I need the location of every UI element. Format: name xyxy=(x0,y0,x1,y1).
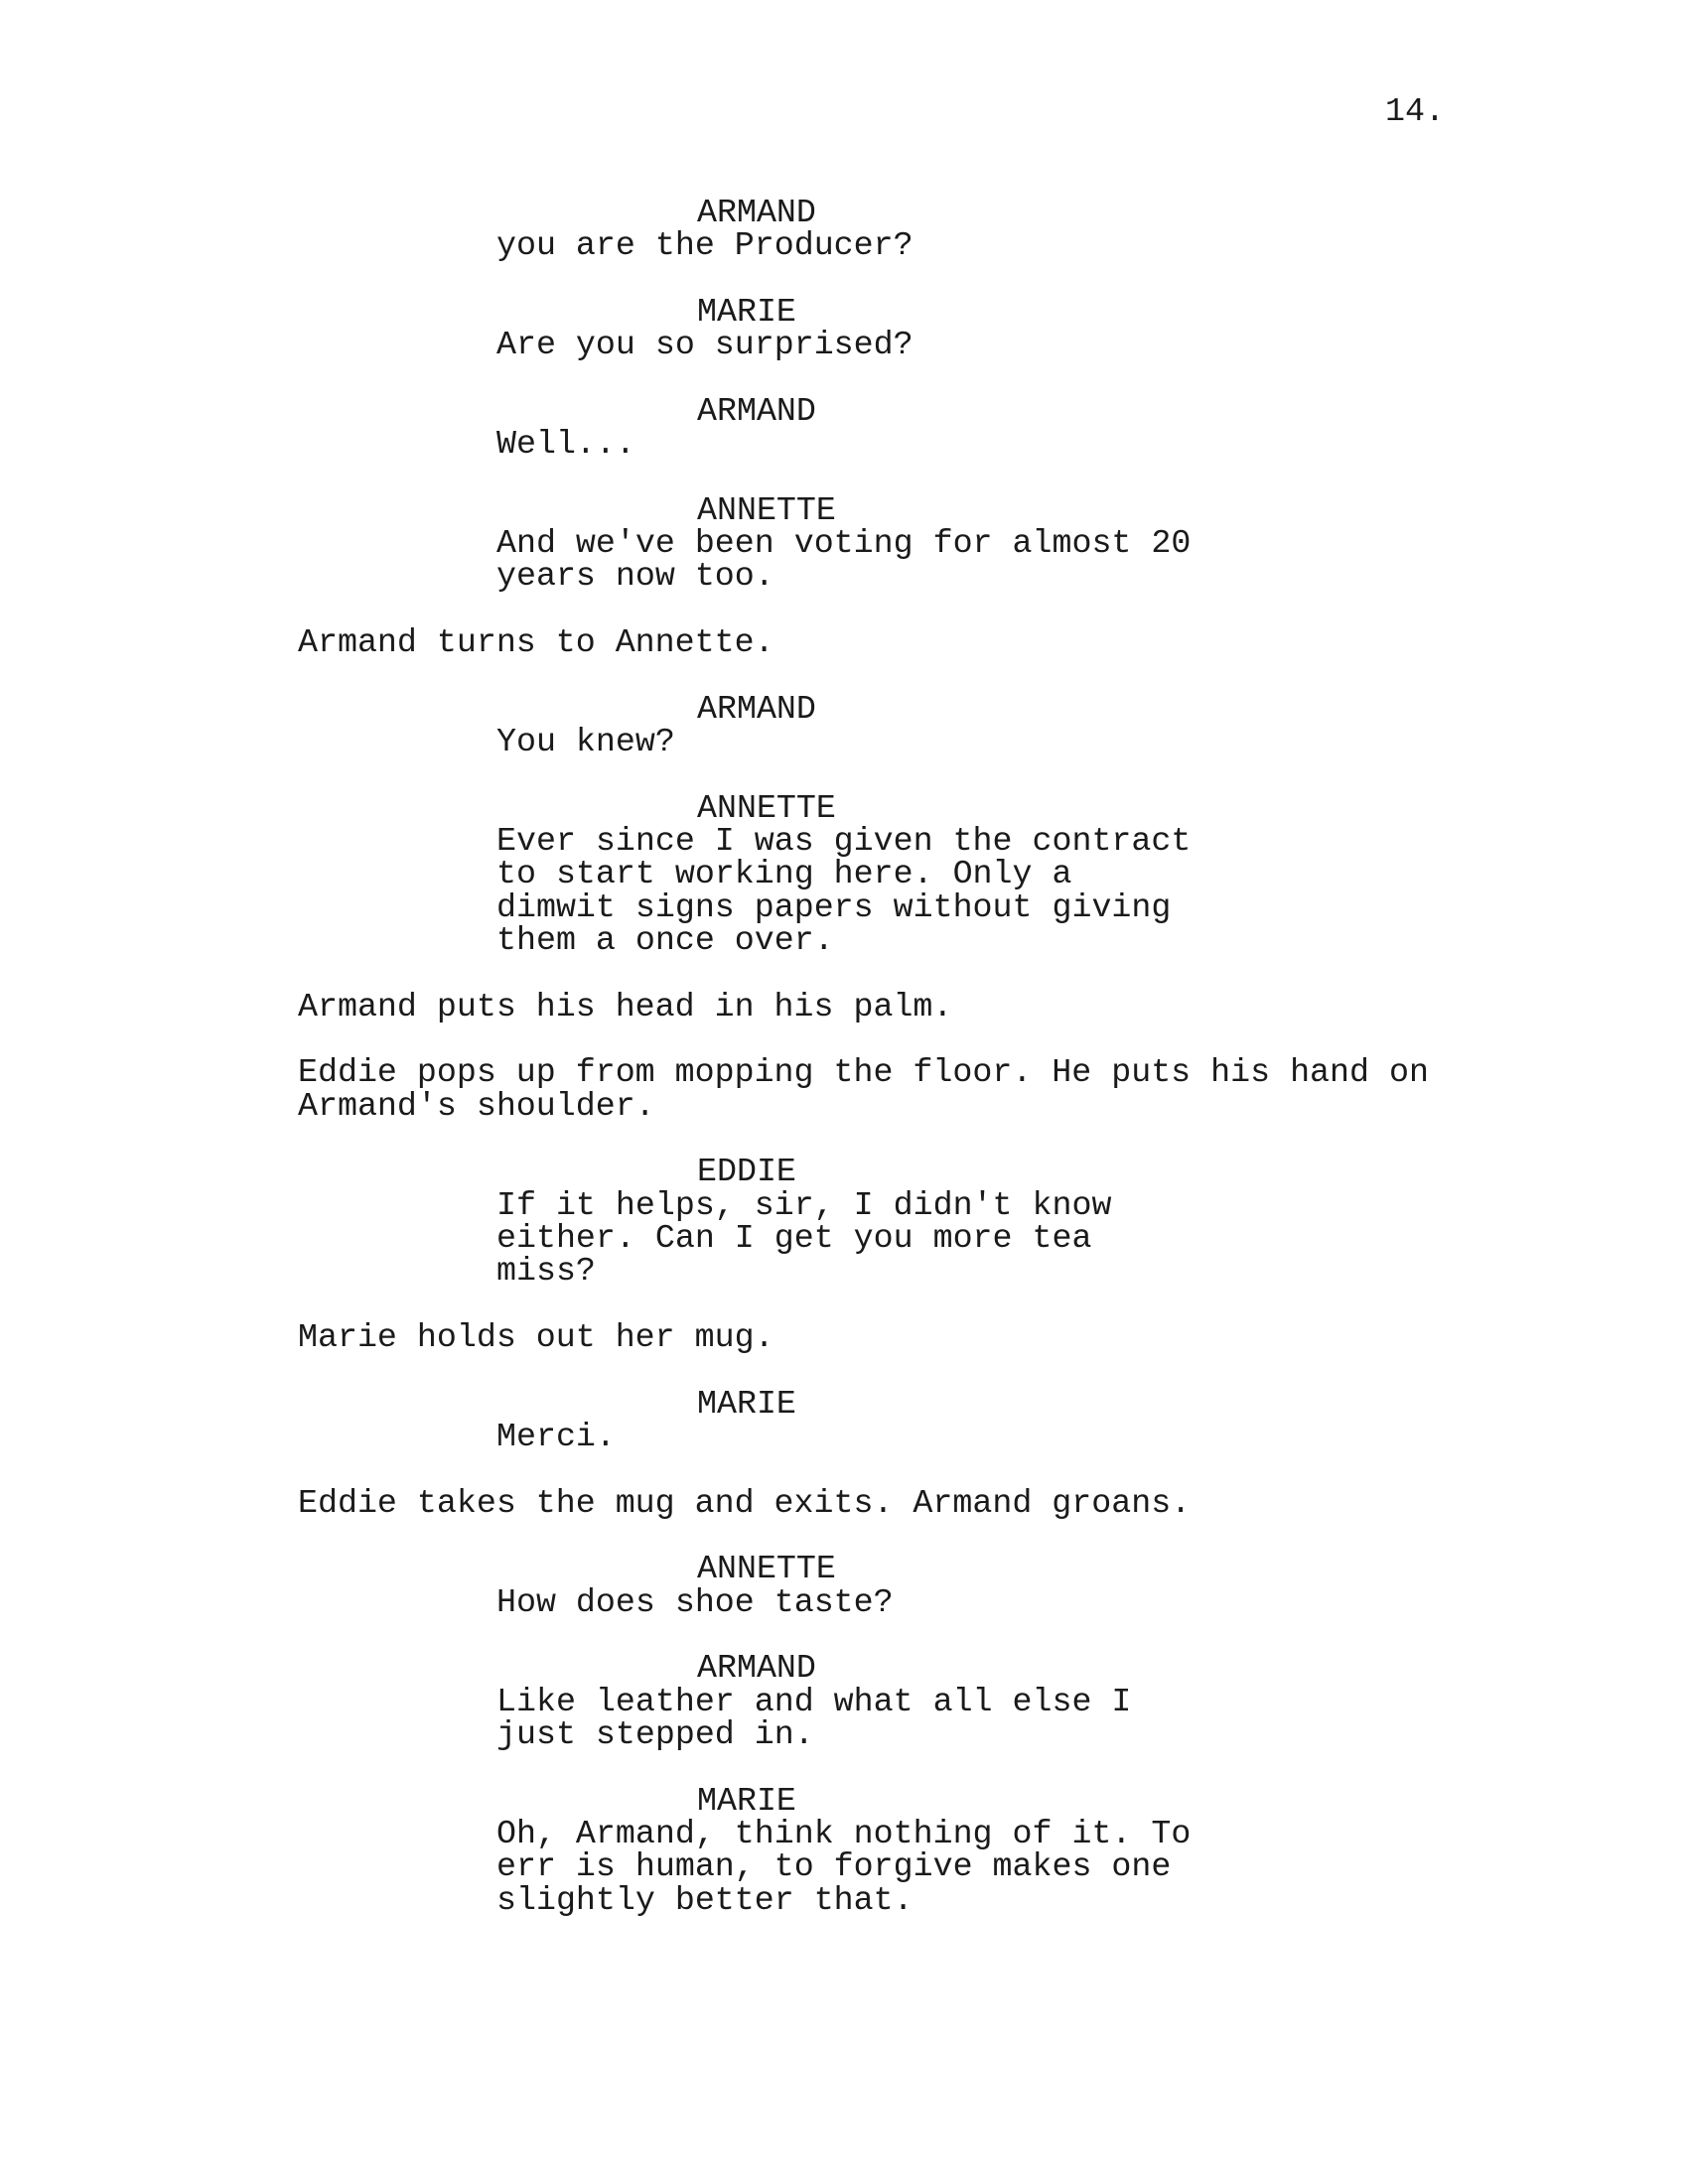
character-cue: ANNETTE xyxy=(697,1550,836,1587)
dialogue-line: err is human, to forgive makes one xyxy=(496,1847,1172,1885)
dialogue-line: miss? xyxy=(496,1252,596,1290)
action-line: Armand's shoulder. xyxy=(298,1087,655,1125)
dialogue-line: You knew? xyxy=(496,723,675,760)
dialogue-line: them a once over. xyxy=(496,921,834,959)
dialogue-line: to start working here. Only a xyxy=(496,855,1072,892)
character-cue: MARIE xyxy=(697,293,796,331)
dialogue-line: slightly better that. xyxy=(496,1881,914,1919)
dialogue-line: dimwit signs papers without giving xyxy=(496,888,1172,926)
dialogue-line: Are you so surprised? xyxy=(496,326,914,363)
character-cue: EDDIE xyxy=(697,1153,796,1190)
action-line: Eddie takes the mug and exits. Armand groans. xyxy=(298,1484,1192,1522)
action-line: Armand turns to Annette. xyxy=(298,623,774,661)
page-number: 14. xyxy=(1385,92,1445,130)
action-line: Armand puts his head in his palm. xyxy=(298,988,953,1025)
character-cue: ANNETTE xyxy=(697,491,836,529)
action-line: Eddie pops up from mopping the floor. He puts his hand on xyxy=(298,1053,1429,1091)
dialogue-line: Like leather and what all else I xyxy=(496,1683,1132,1720)
dialogue-line: Well... xyxy=(496,425,635,463)
dialogue-line: Ever since I was given the contract xyxy=(496,822,1192,860)
dialogue-line: either. Can I get you more tea xyxy=(496,1219,1092,1257)
dialogue-line: years now too. xyxy=(496,557,774,595)
character-cue: ARMAND xyxy=(697,1649,816,1687)
character-cue: ARMAND xyxy=(697,392,816,430)
dialogue-line: If it helps, sir, I didn't know xyxy=(496,1186,1112,1224)
dialogue-line: How does shoe taste? xyxy=(496,1583,894,1621)
character-cue: ARMAND xyxy=(697,194,816,231)
character-cue: ANNETTE xyxy=(697,789,836,827)
dialogue-line: you are the Producer? xyxy=(496,226,914,264)
dialogue-line: Oh, Armand, think nothing of it. To xyxy=(496,1815,1192,1852)
dialogue-line: And we've been voting for almost 20 xyxy=(496,524,1192,562)
character-cue: ARMAND xyxy=(697,690,816,728)
dialogue-line: Merci. xyxy=(496,1418,616,1455)
character-cue: MARIE xyxy=(697,1782,796,1820)
dialogue-line: just stepped in. xyxy=(496,1715,814,1753)
character-cue: MARIE xyxy=(697,1385,796,1423)
action-line: Marie holds out her mug. xyxy=(298,1318,774,1356)
